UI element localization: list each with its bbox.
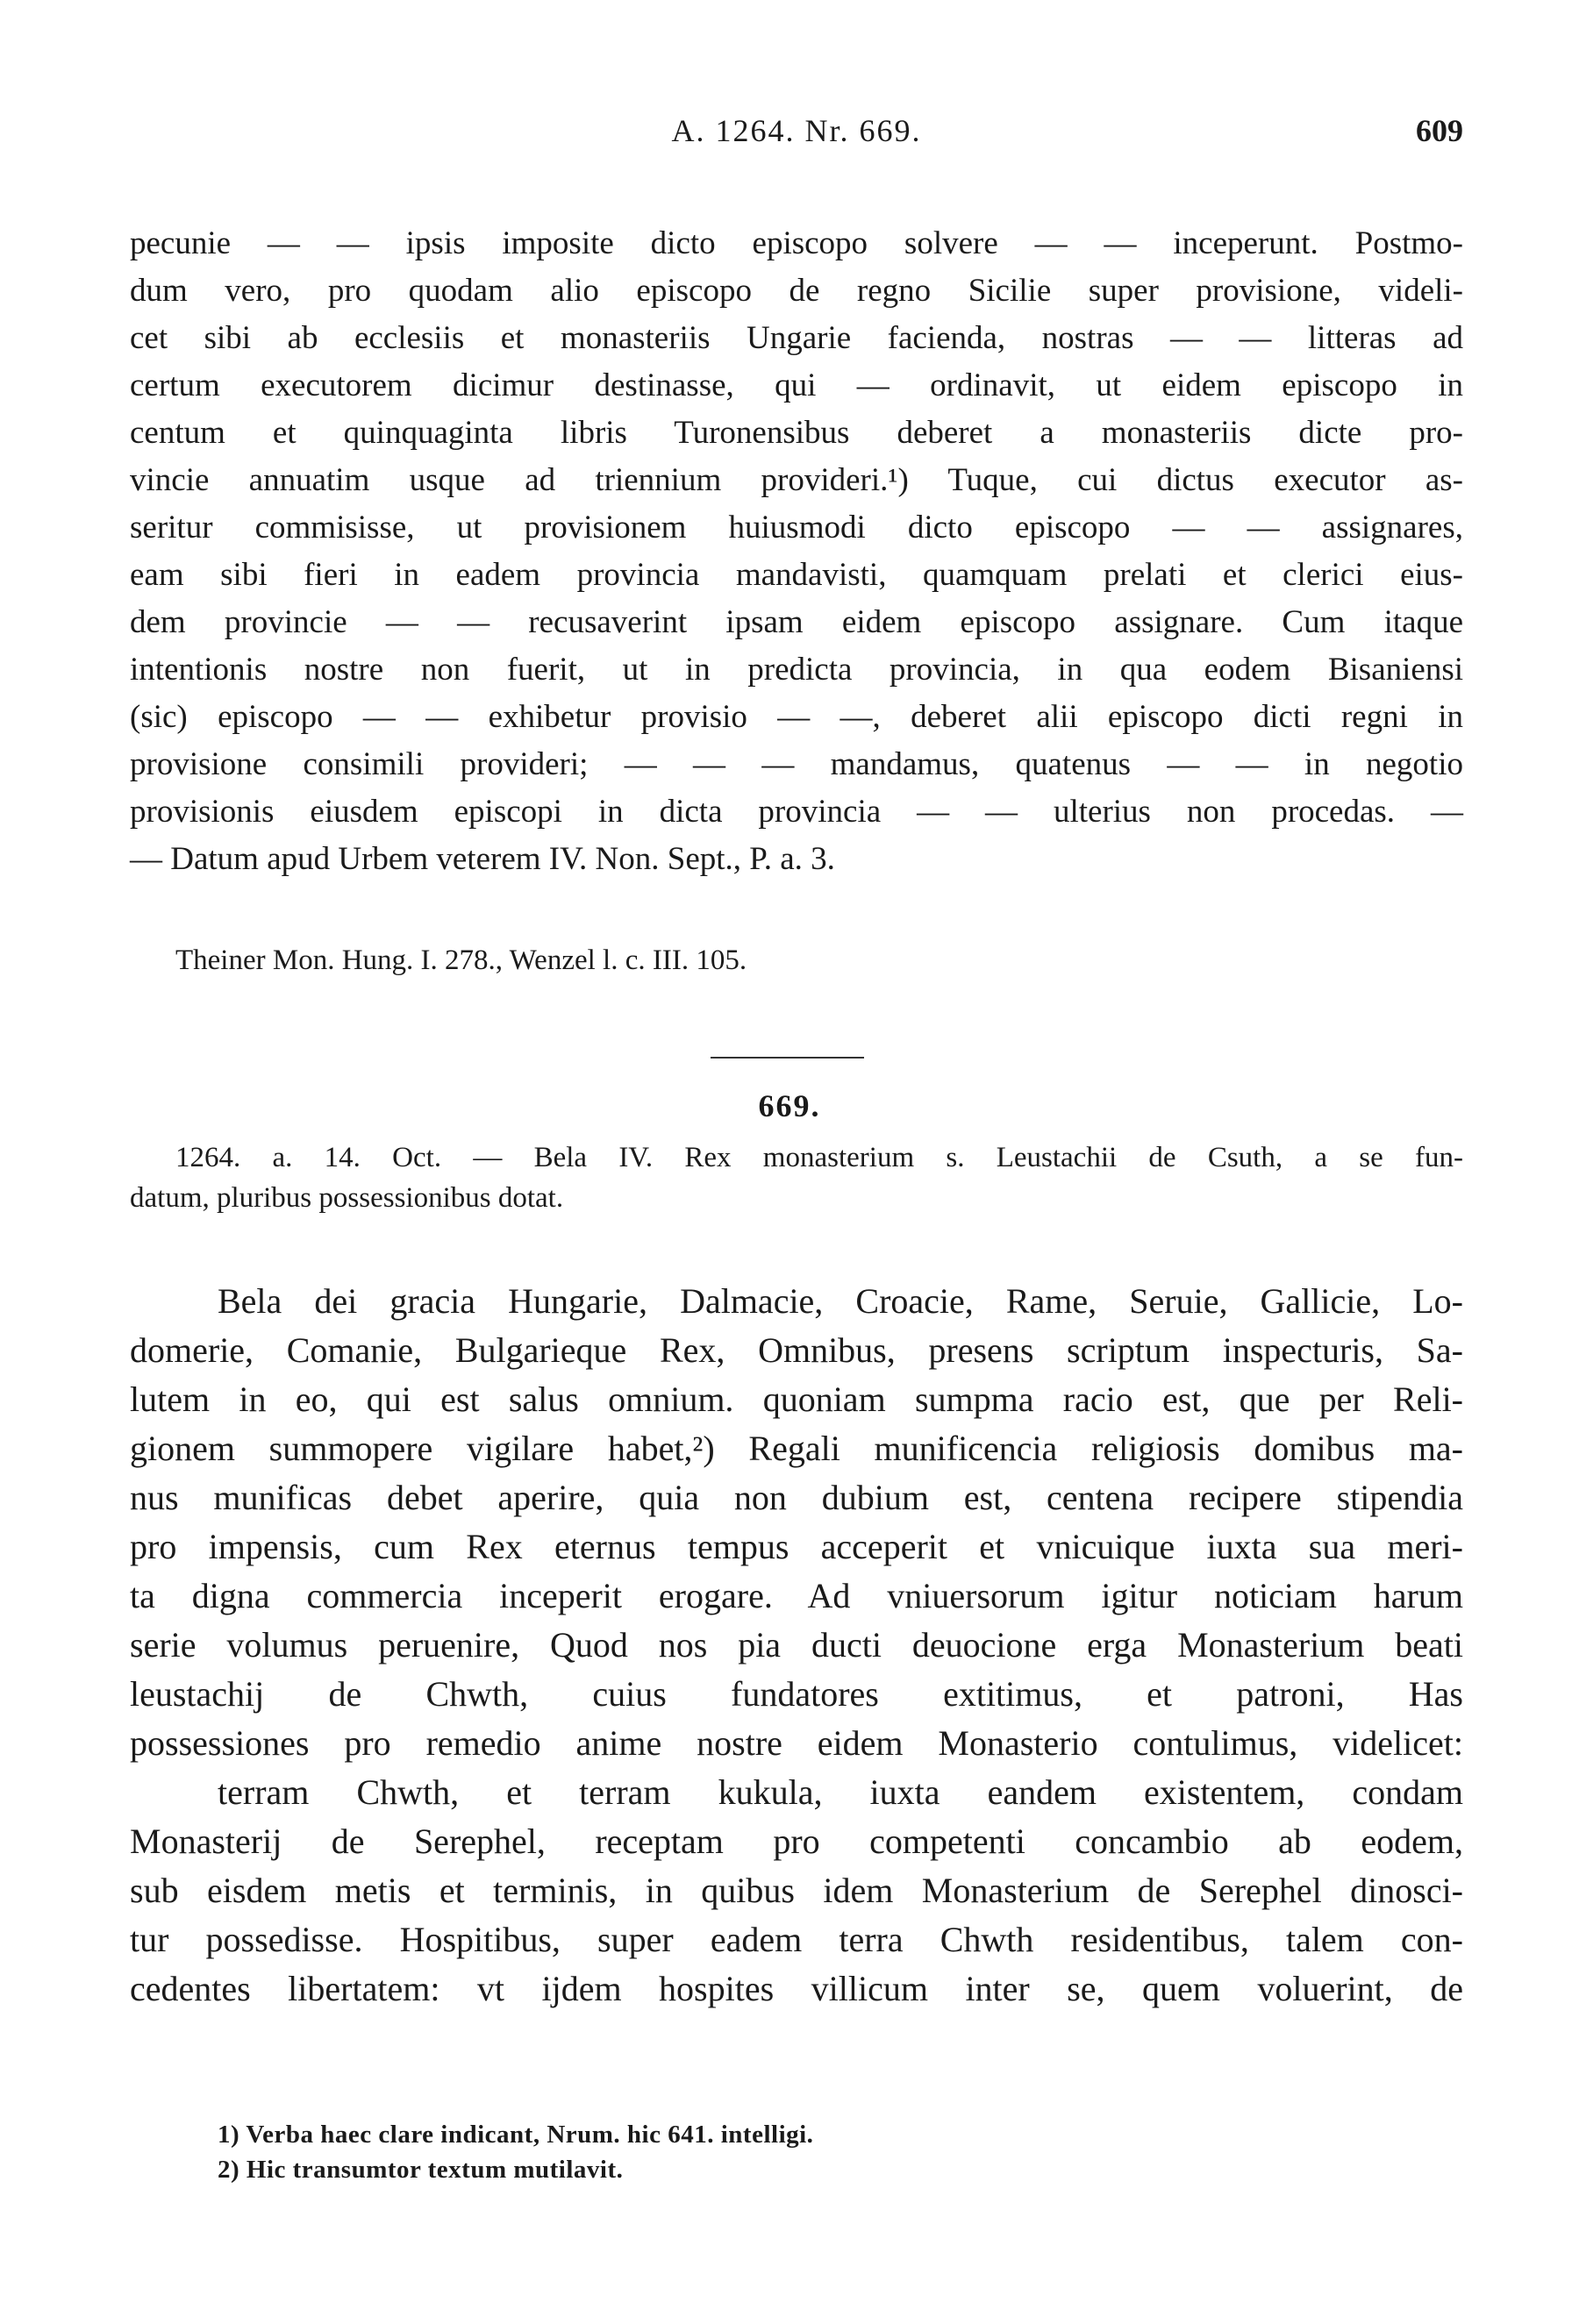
text-line: lutem in eo, qui est salus omnium. quoniam sumpma racio est, que per Reli- bbox=[130, 1379, 1463, 1419]
text-line: provisione consimili provideri; — — — mandamus, quatenus — — in negotio bbox=[130, 746, 1463, 782]
text-line: Bela dei gracia Hungarie, Dalmacie, Croacie, Rame, Seruie, Gallicie, Lo- bbox=[218, 1281, 1463, 1321]
text-line: intentionis nostre non fuerit, ut in predicta provincia, in qua eodem Bisaniensi bbox=[130, 652, 1463, 688]
source-citation: Theiner Mon. Hung. I. 278., Wenzel l. c. III. 105. bbox=[175, 945, 747, 976]
text-line: certum executorem dicimur destinasse, qui — ordinavit, ut eidem episcopo in bbox=[130, 367, 1463, 403]
text-line: eam sibi fieri in eadem provincia mandavisti, quamquam prelati et clerici eius- bbox=[130, 557, 1463, 593]
text-line: centum et quinquaginta libris Turonensibus deberet a monasteriis dicte pro- bbox=[130, 415, 1463, 451]
text-line: seritur commisisse, ut provisionem huiusmodi dicto episcopo — — assignares, bbox=[130, 510, 1463, 545]
text-line: possessiones pro remedio anime nostre eidem Monasterio contulimus, videlicet: bbox=[130, 1723, 1463, 1763]
text-line: gionem summopere vigilare habet,²) Regali munificencia religiosis domibus ma- bbox=[130, 1429, 1463, 1468]
text-line: — Datum apud Urbem veterem IV. Non. Sept., P. a. 3. bbox=[130, 841, 835, 877]
text-line: terram Chwth, et terram kukula, iuxta eandem existentem, condam bbox=[218, 1772, 1463, 1812]
text-line: provisionis eiusdem episcopi in dicta provincia — — ulterius non procedas. — bbox=[130, 794, 1463, 830]
footnote: 1) Verba haec clare indicant, Nrum. hic 641. intelligi. bbox=[218, 2121, 814, 2149]
text-line: (sic) episcopo — — exhibetur provisio — —, deberet alii episcopo dicti regni in bbox=[130, 699, 1463, 735]
text-line: nus munificas debet aperire, quia non dubium est, centena recipere stipendia bbox=[130, 1478, 1463, 1517]
text-line: Monasterij de Serephel, receptam pro competenti concambio ab eodem, bbox=[130, 1821, 1463, 1861]
page-header bbox=[130, 112, 1463, 165]
regest-line: 1264. a. 14. Oct. — Bela IV. Rex monasterium s. Leustachii de Csuth, a se fun- bbox=[175, 1142, 1463, 1173]
text-line: vincie annuatim usque ad triennium provideri.¹) Tuque, cui dictus executor as- bbox=[130, 462, 1463, 498]
separator-rule bbox=[711, 1057, 864, 1059]
text-line: tur possedisse. Hospitibus, super eadem terra Chwth residentibus, talem con- bbox=[130, 1920, 1463, 1959]
regest-line: datum, pluribus possessionibus dotat. bbox=[130, 1182, 564, 1214]
document-number: 669. bbox=[758, 1088, 821, 1123]
text-line: leustachij de Chwth, cuius fundatores extitimus, et patroni, Has bbox=[130, 1674, 1463, 1714]
text-line: cedentes libertatem: vt ijdem hospites villicum inter se, quem voluerint, de bbox=[130, 1969, 1463, 2008]
text-line: dum vero, pro quodam alio episcopo de regno Sicilie super provisione, videli- bbox=[130, 273, 1463, 309]
page-number: 609 bbox=[1416, 113, 1463, 148]
text-line: sub eisdem metis et terminis, in quibus idem Monasterium de Serephel dinosci- bbox=[130, 1871, 1463, 1910]
text-line: cet sibi ab ecclesiis et monasteriis Ungarie facienda, nostras — — litteras ad bbox=[130, 320, 1463, 356]
text-line: dem provincie — — recusaverint ipsam eidem episcopo assignare. Cum itaque bbox=[130, 604, 1463, 640]
text-line: pro impensis, cum Rex eternus tempus acceperit et vnicuique iuxta sua meri- bbox=[130, 1527, 1463, 1566]
text-line: ta digna commercia inceperit erogare. Ad vniuersorum igitur noticiam harum bbox=[130, 1576, 1463, 1615]
footnote: 2) Hic transumtor textum mutilavit. bbox=[218, 2156, 624, 2184]
running-head: A. 1264. Nr. 669. bbox=[671, 113, 922, 148]
text-line: pecunie — — ipsis imposite dicto episcopo solvere — — inceperunt. Postmo- bbox=[130, 225, 1463, 261]
text-line: serie volumus peruenire, Quod nos pia ducti deuocione erga Monasterium beati bbox=[130, 1625, 1463, 1665]
text-line: domerie, Comanie, Bulgarieque Rex, Omnibus, presens scriptum inspecturis, Sa- bbox=[130, 1330, 1463, 1370]
